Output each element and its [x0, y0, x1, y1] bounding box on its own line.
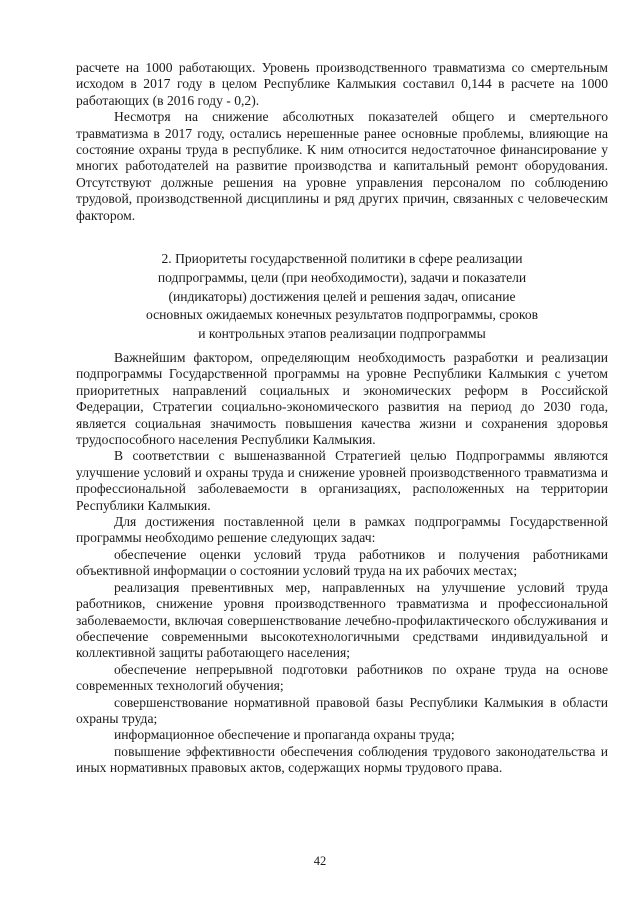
task-item: совершенствование нормативной правовой базы Республики Калмыкия в области охраны труда;: [76, 694, 608, 726]
section-heading-line: (индикаторы) достижения целей и решения задач, описание: [168, 288, 516, 304]
task-item: обеспечение непрерывной подготовки работников по охране труда на основе современных технологий обучения;: [76, 661, 608, 694]
page-number: 42: [313, 854, 327, 868]
body-paragraph-importance: Важнейшим фактором, определяющим необходимость разработки и реализации подпрограммы Государственной программы на уровне Республики Калмыкия с учетом приоритетных направлений социальных и экономических реформ в Российской Федерации, Стратегии социально-экономического развития на период до 2030 года, является социальная значимость повышения качества жизни и сохранения здоровья трудоспособного населения Республики Калмыкия.: [76, 350, 608, 448]
section-heading-line: 2. Приоритеты государственной политики в сфере реализации: [161, 251, 523, 266]
body-paragraph-goal: В соответствии с вышеназванной Стратегией целью Подпрограммы являются улучшение условий и охраны труда и снижение уровней производственного травматизма и профессиональной заболеваемости в организациях, расположенных на территории Республики Калмыкия.: [76, 448, 608, 513]
body-section: [76, 350, 608, 777]
intro-section: [76, 60, 608, 224]
section-heading: [118, 250, 566, 344]
section-heading-line: и контрольных этапов реализации подпрограммы: [198, 326, 486, 342]
body-paragraph-tasks-intro: Для достижения поставленной цели в рамках подпрограммы Государственной программы необходимо решение следующих задач:: [76, 514, 608, 546]
intro-paragraph-1: расчете на 1000 работающих. Уровень производственного травматизма со смертельным исходом в 2017 году в целом Республике Калмыкия составил 0,144 в расчете на 1000 работающих (в 2016 году - 0,2).: [76, 60, 608, 108]
task-item: обеспечение оценки условий труда работников и получения работниками объективной информации о состоянии условий труда на их рабочих местах;: [76, 546, 608, 579]
section-heading-line: основных ожидаемых конечных результатов подпрограммы, сроков: [145, 307, 539, 323]
task-item: реализация превентивных мер, направленных на улучшение условий труда работников, снижение уровня производственного травматизма и профессиональной заболеваемости, включая совершенствование лечебно-профилактического обслуживания и обеспечение современными высокотехнологичными средствами индивидуальной и коллективной защиты работающего населения;: [76, 579, 608, 661]
section-heading-line: подпрограммы, цели (при необходимости), задачи и показатели: [157, 269, 527, 285]
intro-paragraph-2: Несмотря на снижение абсолютных показателей общего и смертельного травматизма в 2017 году, остались нерешенные ранее основные проблемы, влияющие на состояние охраны труда в республике. К ним относится недостаточное финансирование у многих работодателей на развитие производства и капитальный ремонт оборудования. Отсутствуют должные решения на уровне управления персоналом по соблюдению трудовой, производственной дисциплины и ряд других причин, связанных с человеческим фактором.: [76, 109, 608, 223]
task-item: повышение эффективности обеспечения соблюдения трудового законодательства и иных нормативных правовых актов, содержащих нормы трудового права.: [76, 743, 608, 776]
task-item: информационное обеспечение и пропаганда охраны труда;: [114, 727, 455, 743]
